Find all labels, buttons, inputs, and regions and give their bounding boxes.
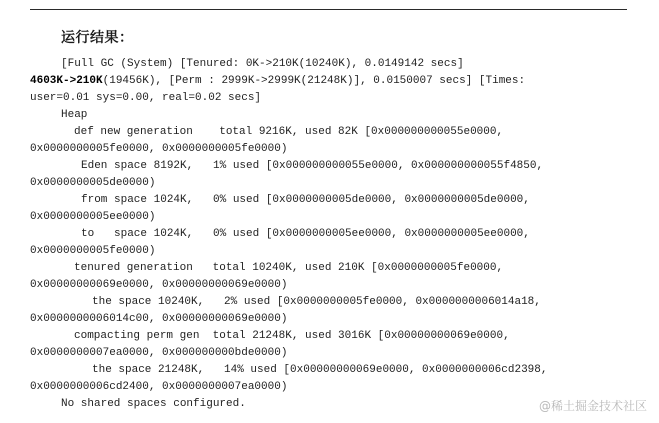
log-line: No shared spaces configured. (61, 398, 246, 410)
log-line: 0x0000000006cd2400, 0x0000000007ea0000) (30, 381, 288, 393)
log-line: 0x0000000005de0000) (30, 177, 156, 189)
log-line-text: (19456K), [Perm : 2999K->2999K(21248K)], 0.0150007 secs] [Times: (102, 75, 526, 87)
log-heap-change: 4603K->210K (30, 75, 103, 87)
gc-log-output (0, 56, 659, 413)
log-line: [Full GC (System) [Tenured: 0K->210K(10240K), 0.0149142 secs] (61, 58, 464, 70)
log-line: user=0.01 sys=0.00, real=0.02 secs] (30, 92, 262, 104)
log-line: 0x0000000005fe0000, 0x0000000005fe0000) (30, 143, 288, 155)
log-line: 0x0000000005ee0000) (30, 211, 156, 223)
log-line: to space 1024K, 0% used [0x0000000005ee0000, 0x0000000005ee0000, (81, 228, 530, 240)
log-line (0, 73, 659, 90)
watermark: @稀土掘金技术社区 (538, 399, 647, 413)
log-line: the space 10240K, 2% used [0x0000000005fe0000, 0x0000000006014a18, (92, 296, 541, 308)
log-line: 0x00000000069e0000, 0x00000000069e0000) (30, 279, 288, 291)
log-line: Eden space 8192K, 1% used [0x000000000055e0000, 0x000000000055f4850, (81, 160, 544, 172)
log-line: 0x0000000007ea0000, 0x000000000bde0000) (30, 347, 288, 359)
result-heading: 运行结果： (61, 30, 134, 46)
log-line: Heap (61, 109, 88, 121)
log-line: 0x0000000005fe0000) (30, 245, 156, 257)
log-line: tenured generation total 10240K, used 210K [0x0000000005fe0000, (74, 262, 504, 274)
log-line: compacting perm gen total 21248K, used 3016K [0x00000000069e0000, (74, 330, 510, 342)
log-line: the space 21248K, 14% used [0x00000000069e0000, 0x0000000006cd2398, (92, 364, 548, 376)
log-line: 0x0000000006014c00, 0x00000000069e0000) (30, 313, 288, 325)
log-line: def new generation total 9216K, used 82K [0x000000000055e0000, (74, 126, 504, 138)
top-rule (30, 9, 627, 10)
log-line: from space 1024K, 0% used [0x0000000005de0000, 0x0000000005de0000, (81, 194, 530, 206)
